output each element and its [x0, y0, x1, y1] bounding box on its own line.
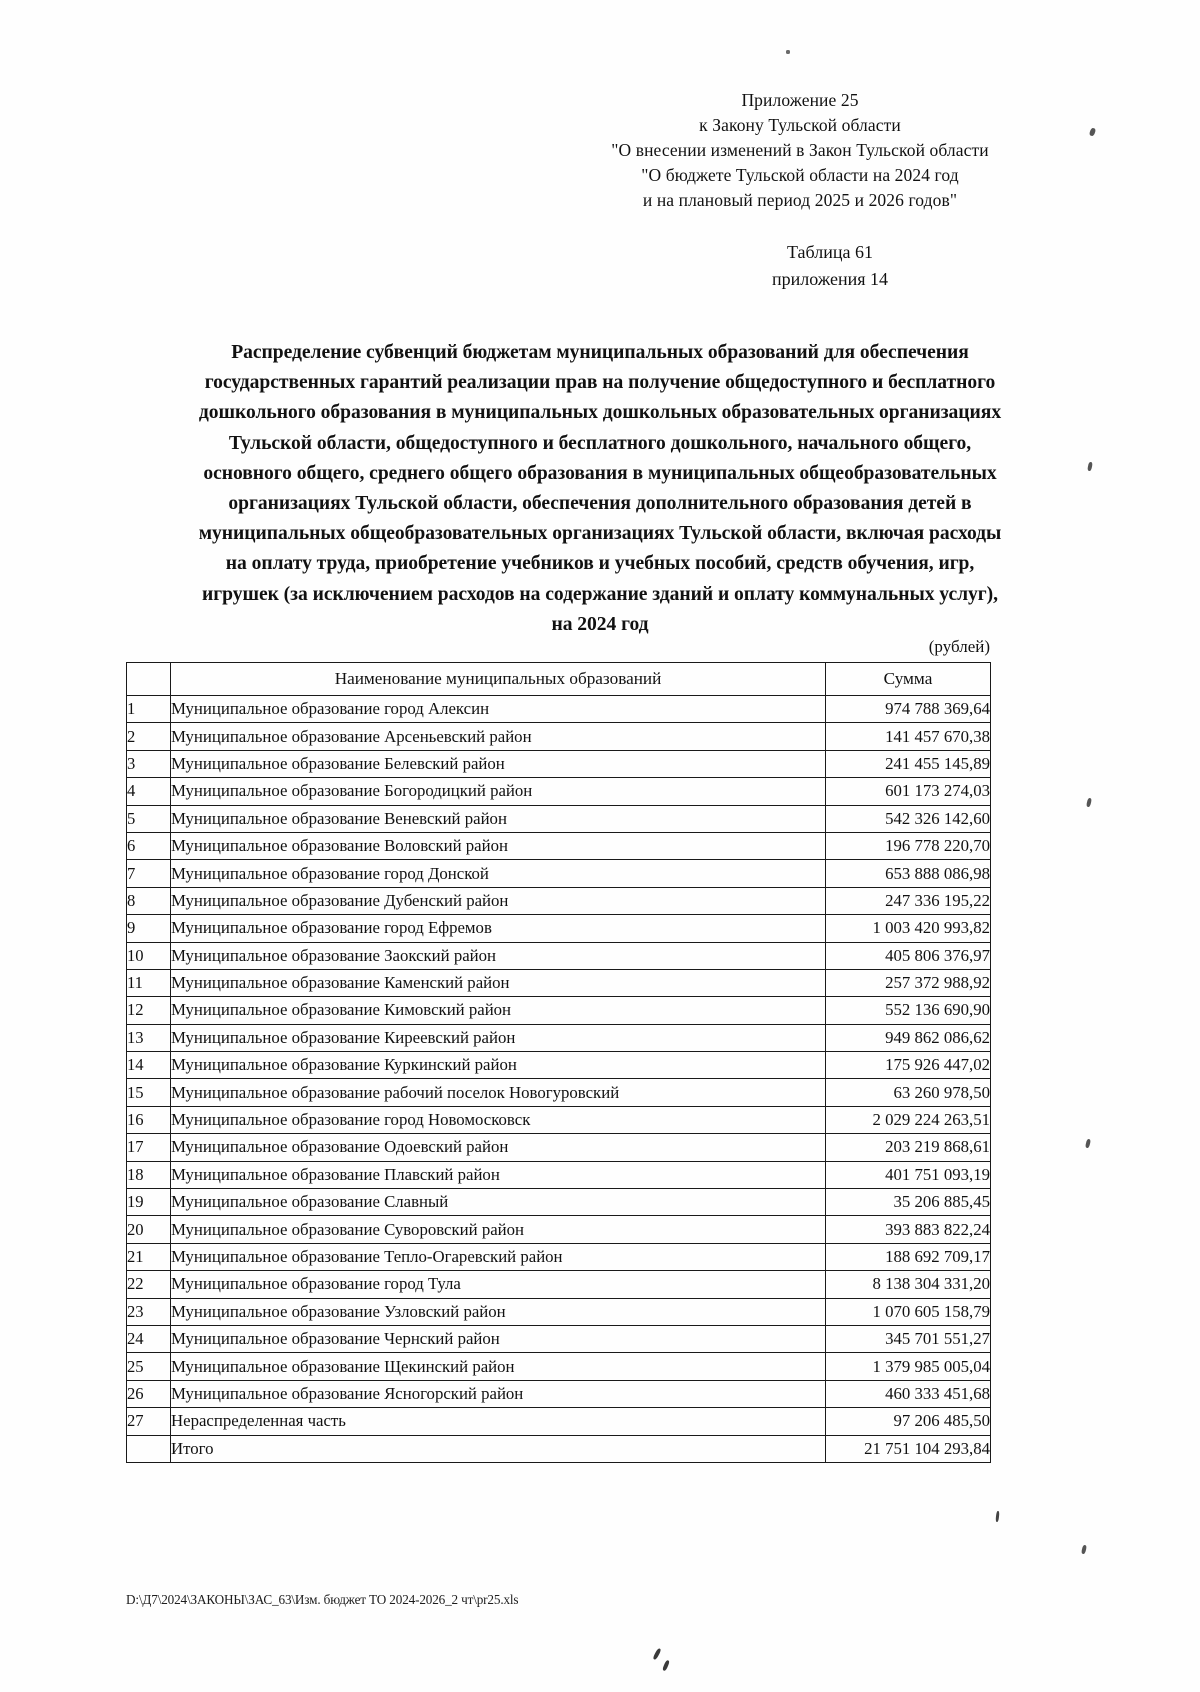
title-line-9: игрушек (за исключением расходов на содержание зданий и оплату коммунальных услуг),	[202, 583, 998, 605]
title-line-5: основного общего, среднего общего образования в муниципальных общеобразовательных	[203, 462, 997, 484]
municipality-sum: 974 788 369,64	[826, 696, 991, 723]
title-line-3: дошкольного образования в муниципальных дошкольных образовательных организациях	[198, 402, 1002, 424]
table-row	[127, 1408, 991, 1435]
table-row	[127, 1052, 991, 1079]
title-line-4: Тульской области, общедоступного и бесплатного дошкольного, начального общего,	[228, 432, 972, 454]
row-number: 22	[127, 1271, 171, 1298]
row-number: 27	[127, 1408, 171, 1435]
scan-artifact	[1089, 127, 1096, 136]
municipality-name: Муниципальное образование Чернский район	[171, 1325, 826, 1352]
scan-artifact	[1087, 462, 1093, 472]
law-title-line-3: и на плановый период 2025 и 2026 годов"	[642, 190, 958, 210]
municipality-sum: 1 070 605 158,79	[826, 1298, 991, 1325]
scan-artifact	[652, 1648, 661, 1660]
table-row	[127, 1106, 991, 1133]
table-row	[127, 696, 991, 723]
title-line-1: Распределение субвенций бюджетам муниципальных образований для обеспечения	[231, 342, 969, 363]
municipality-sum: 63 260 978,50	[826, 1079, 991, 1106]
law-title-line-1: "О внесении изменений в Закон Тульской области	[611, 140, 989, 160]
column-header-sum: Сумма	[826, 663, 991, 696]
municipality-name: Муниципальное образование Щекинский район	[171, 1353, 826, 1380]
table-row	[127, 1243, 991, 1270]
municipality-name: Муниципальное образование Заокский район	[171, 942, 826, 969]
row-number: 17	[127, 1134, 171, 1161]
table-row	[127, 750, 991, 777]
row-number: 5	[127, 805, 171, 832]
row-number: 8	[127, 887, 171, 914]
table-row	[127, 887, 991, 914]
row-number: 20	[127, 1216, 171, 1243]
footer-file-path: D:\Д7\2024\ЗАКОНЫ\ЗАС_63\Изм. бюджет ТО 2024-2026_2 чт\pr25.xls	[126, 1592, 519, 1607]
municipality-name: Муниципальное образование город Ефремов	[171, 915, 826, 942]
units-caption: (рублей)	[928, 637, 990, 656]
row-number: 10	[127, 942, 171, 969]
municipality-sum: 405 806 376,97	[826, 942, 991, 969]
municipality-sum: 188 692 709,17	[826, 1243, 991, 1270]
table-row	[127, 915, 991, 942]
scan-artifact	[1081, 1545, 1087, 1555]
table-row	[127, 832, 991, 859]
distribution-table-wrapper	[126, 662, 990, 1463]
municipality-sum: 542 326 142,60	[826, 805, 991, 832]
municipality-name: Муниципальное образование Ясногорский район	[171, 1380, 826, 1407]
municipality-name: Муниципальное образование Киреевский район	[171, 1024, 826, 1051]
row-number: 4	[127, 778, 171, 805]
row-number: 7	[127, 860, 171, 887]
municipality-name: Итого	[171, 1435, 826, 1462]
table-row	[127, 1134, 991, 1161]
scan-artifact	[1085, 1139, 1091, 1149]
municipality-name: Муниципальное образование Тепло-Огаревский район	[171, 1243, 826, 1270]
table-header-row	[127, 663, 991, 696]
row-number: 23	[127, 1298, 171, 1325]
title-line-10: на 2024 год	[551, 613, 649, 635]
table-row	[127, 860, 991, 887]
table-reference-block	[700, 239, 960, 293]
table-row	[127, 1216, 991, 1243]
table-row	[127, 1079, 991, 1106]
table-row	[127, 969, 991, 996]
table-row	[127, 942, 991, 969]
row-number: 11	[127, 969, 171, 996]
municipality-name: Муниципальное образование город Алексин	[171, 696, 826, 723]
scan-artifact	[995, 1511, 999, 1522]
municipality-name: Муниципальное образование Белевский район	[171, 750, 826, 777]
row-number: 24	[127, 1325, 171, 1352]
municipality-sum: 393 883 822,24	[826, 1216, 991, 1243]
row-number: 25	[127, 1353, 171, 1380]
municipality-name: Муниципальное образование Одоевский район	[171, 1134, 826, 1161]
municipality-sum: 141 457 670,38	[826, 723, 991, 750]
municipality-name: Муниципальное образование Плавский район	[171, 1161, 826, 1188]
municipality-name: Муниципальное образование Арсеньевский район	[171, 723, 826, 750]
municipality-name: Муниципальное образование Каменский район	[171, 969, 826, 996]
column-header-number	[127, 663, 171, 696]
municipality-sum: 97 206 485,50	[826, 1408, 991, 1435]
municipality-name: Муниципальное образование Богородицкий район	[171, 778, 826, 805]
row-number: 21	[127, 1243, 171, 1270]
row-number: 12	[127, 997, 171, 1024]
table-total-row	[127, 1435, 991, 1462]
title-line-7: муниципальных общеобразовательных организациях Тульской области, включая расходы	[198, 523, 1002, 545]
table-row	[127, 723, 991, 750]
table-row	[127, 1380, 991, 1407]
scan-artifact	[786, 50, 790, 54]
municipality-name: Муниципальное образование Кимовский район	[171, 997, 826, 1024]
municipality-sum: 196 778 220,70	[826, 832, 991, 859]
table-row	[127, 1161, 991, 1188]
table-row	[127, 1024, 991, 1051]
municipality-sum: 241 455 145,89	[826, 750, 991, 777]
table-body	[127, 696, 991, 1463]
municipality-sum: 1 379 985 005,04	[826, 1353, 991, 1380]
municipality-name: Муниципальное образование город Донской	[171, 860, 826, 887]
municipality-sum: 949 862 086,62	[826, 1024, 991, 1051]
row-number: 18	[127, 1161, 171, 1188]
table-row	[127, 1325, 991, 1352]
municipality-name: Нераспределенная часть	[171, 1408, 826, 1435]
municipality-name: Муниципальное образование рабочий поселок Новогуровский	[171, 1079, 826, 1106]
row-number: 19	[127, 1189, 171, 1216]
table-row	[127, 997, 991, 1024]
page-title	[128, 338, 1072, 640]
table-appendix-number: приложения 14	[771, 269, 889, 289]
municipality-sum: 247 336 195,22	[826, 887, 991, 914]
municipality-name: Муниципальное образование город Новомосковск	[171, 1106, 826, 1133]
row-number: 1	[127, 696, 171, 723]
municipality-sum: 601 173 274,03	[826, 778, 991, 805]
table-row	[127, 1353, 991, 1380]
municipality-sum: 21 751 104 293,84	[826, 1435, 991, 1462]
law-title-line-2: "О бюджете Тульской области на 2024 год	[641, 165, 959, 185]
row-number: 15	[127, 1079, 171, 1106]
table-row	[127, 1189, 991, 1216]
law-reference: к Закону Тульской области	[699, 115, 901, 135]
municipality-sum: 552 136 690,90	[826, 997, 991, 1024]
row-number: 2	[127, 723, 171, 750]
row-number: 16	[127, 1106, 171, 1133]
row-number: 14	[127, 1052, 171, 1079]
municipality-sum: 175 926 447,02	[826, 1052, 991, 1079]
column-header-name: Наименование муниципальных образований	[171, 663, 826, 696]
scan-artifact	[662, 1660, 670, 1672]
distribution-table	[126, 662, 991, 1463]
scan-artifact	[1086, 798, 1092, 808]
municipality-name: Муниципальное образование Воловский район	[171, 832, 826, 859]
municipality-name: Муниципальное образование Куркинский район	[171, 1052, 826, 1079]
appendix-number: Приложение 25	[741, 90, 859, 110]
table-row	[127, 805, 991, 832]
table-number: Таблица 61	[787, 242, 873, 262]
table-row	[127, 1271, 991, 1298]
municipality-sum: 35 206 885,45	[826, 1189, 991, 1216]
municipality-sum: 8 138 304 331,20	[826, 1271, 991, 1298]
municipality-name: Муниципальное образование Узловский район	[171, 1298, 826, 1325]
municipality-sum: 257 372 988,92	[826, 969, 991, 996]
municipality-sum: 460 333 451,68	[826, 1380, 991, 1407]
municipality-name: Муниципальное образование Славный	[171, 1189, 826, 1216]
title-line-8: на оплату труда, приобретение учебников и учебных пособий, средств обучения, игр,	[225, 553, 975, 575]
row-number: 9	[127, 915, 171, 942]
appendix-reference-block	[560, 88, 1040, 213]
municipality-sum: 345 701 551,27	[826, 1325, 991, 1352]
municipality-name: Муниципальное образование Дубенский район	[171, 887, 826, 914]
municipality-sum: 2 029 224 263,51	[826, 1106, 991, 1133]
municipality-sum: 653 888 086,98	[826, 860, 991, 887]
row-number	[127, 1435, 171, 1462]
municipality-name: Муниципальное образование город Тула	[171, 1271, 826, 1298]
municipality-sum: 203 219 868,61	[826, 1134, 991, 1161]
table-row	[127, 778, 991, 805]
title-line-2: государственных гарантий реализации прав на получение общедоступного и бесплатного	[204, 372, 996, 394]
municipality-sum: 401 751 093,19	[826, 1161, 991, 1188]
municipality-sum: 1 003 420 993,82	[826, 915, 991, 942]
municipality-name: Муниципальное образование Суворовский район	[171, 1216, 826, 1243]
row-number: 13	[127, 1024, 171, 1051]
row-number: 6	[127, 832, 171, 859]
municipality-name: Муниципальное образование Веневский район	[171, 805, 826, 832]
title-line-6: организациях Тульской области, обеспечения дополнительного образования детей в	[228, 493, 972, 515]
row-number: 3	[127, 750, 171, 777]
row-number: 26	[127, 1380, 171, 1407]
table-row	[127, 1298, 991, 1325]
